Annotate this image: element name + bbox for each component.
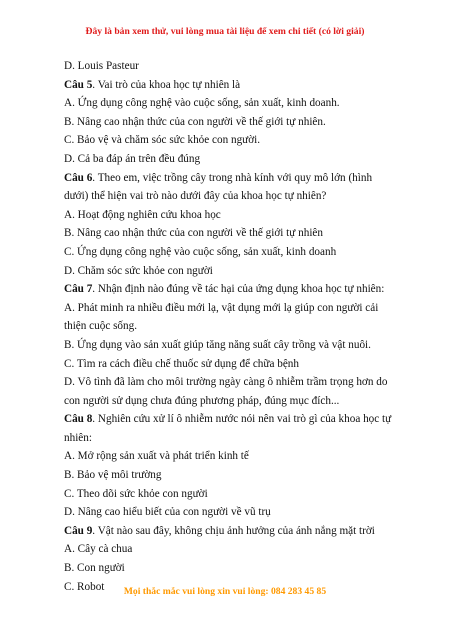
question-7-text: . Nhận định nào đúng về tác hại của ứng dụng khoa học tự nhiên: [92,283,385,296]
q6-option-b: B. Nâng cao nhận thức của con người về thế giới tự nhiên [64,227,323,240]
question-9-text: . Vật nào sau đây, không chịu ảnh hưởng của ánh nắng mặt trời [92,524,375,537]
q7-option-a: A. Phát minh ra nhiều điều mới lạ, vật dụng mới lạ giúp con người cải thiện cuộc sống. [64,301,379,333]
question-6-text: . Theo em, việc trồng cây trong nhà kính với quy mô lớn (hình dưới) thể hiện vai trò nào dưới đây của khoa học tự nhiên? [64,171,373,203]
q8-option-b: B. Bảo vệ môi trường [64,469,162,482]
preview-notice-banner: Đây là bản xem thử, vui lòng mua tài liệu để xem chi tiết (có lời giải) [85,26,365,37]
question-5-label: Câu 5 [64,78,93,91]
question-8-text: . Nghiên cứu xử lí ô nhiễm nước nói nên vai trò gì của khoa học tự nhiên: [64,413,392,444]
question-8-label: Câu 8 [64,413,93,426]
q6-option-c: C. Ứng dụng công nghệ vào cuộc sống, sản xuất, kinh doanh [64,245,337,258]
q7-option-c: C. Tìm ra cách điều chế thuốc sử dụng để chữa bệnh [64,357,299,370]
q8-option-d: D. Nâng cao hiểu biết của con người về vũ trụ [64,506,271,519]
question-7-label: Câu 7 [64,283,93,296]
question-8 [64,410,399,447]
question-6-label: Câu 6 [64,171,93,184]
q8-option-a: A. Mở rộng sản xuất và phát triển kinh tế [64,450,249,463]
q8-option-c: C. Theo dõi sức khỏe con người [64,487,208,500]
question-6 [64,169,399,206]
question-5 [64,76,399,95]
q9-option-c: C. Robot [64,580,105,593]
q6-option-a: A. Hoạt động nghiên cứu khoa học [64,208,221,221]
question-5-text: . Vai trò của khoa học tự nhiên là [92,78,241,91]
q5-option-d: D. Cả ba đáp án trên đều đúng [64,152,201,165]
q4-option-d: D. Louis Pasteur [64,60,139,72]
q5-option-a: A. Ứng dụng công nghệ vào cuộc sống, sản xuất, kinh doanh. [64,97,340,110]
q7-option-b: B. Ứng dụng vào sản xuất giúp tăng năng suất cây trồng và vật nuôi. [64,338,371,351]
q9-option-b: B. Con người [64,562,125,575]
question-9 [64,522,399,541]
question-content [64,57,399,596]
q5-option-c: C. Bảo vệ và chăm sóc sức khỏe con người. [64,134,261,147]
q6-option-d: D. Chăm sóc sức khỏe con người [64,264,213,277]
question-9-label: Câu 9 [64,524,93,537]
contact-footer-banner: Mọi thắc mắc vui lòng xin vui lòng: 084 283 45 85 [123,586,327,597]
q9-option-a: A. Cây cà chua [64,543,133,556]
q5-option-b: B. Nâng cao nhận thức của con người về thế giới tự nhiên. [64,115,326,128]
q7-option-d: D. Vô tình đã làm cho môi trường ngày càng ô nhiễm trầm trọng hơn do con người sử dụng chưa đúng phương pháp, đúng mục đích... [64,376,388,407]
question-7 [64,280,399,299]
